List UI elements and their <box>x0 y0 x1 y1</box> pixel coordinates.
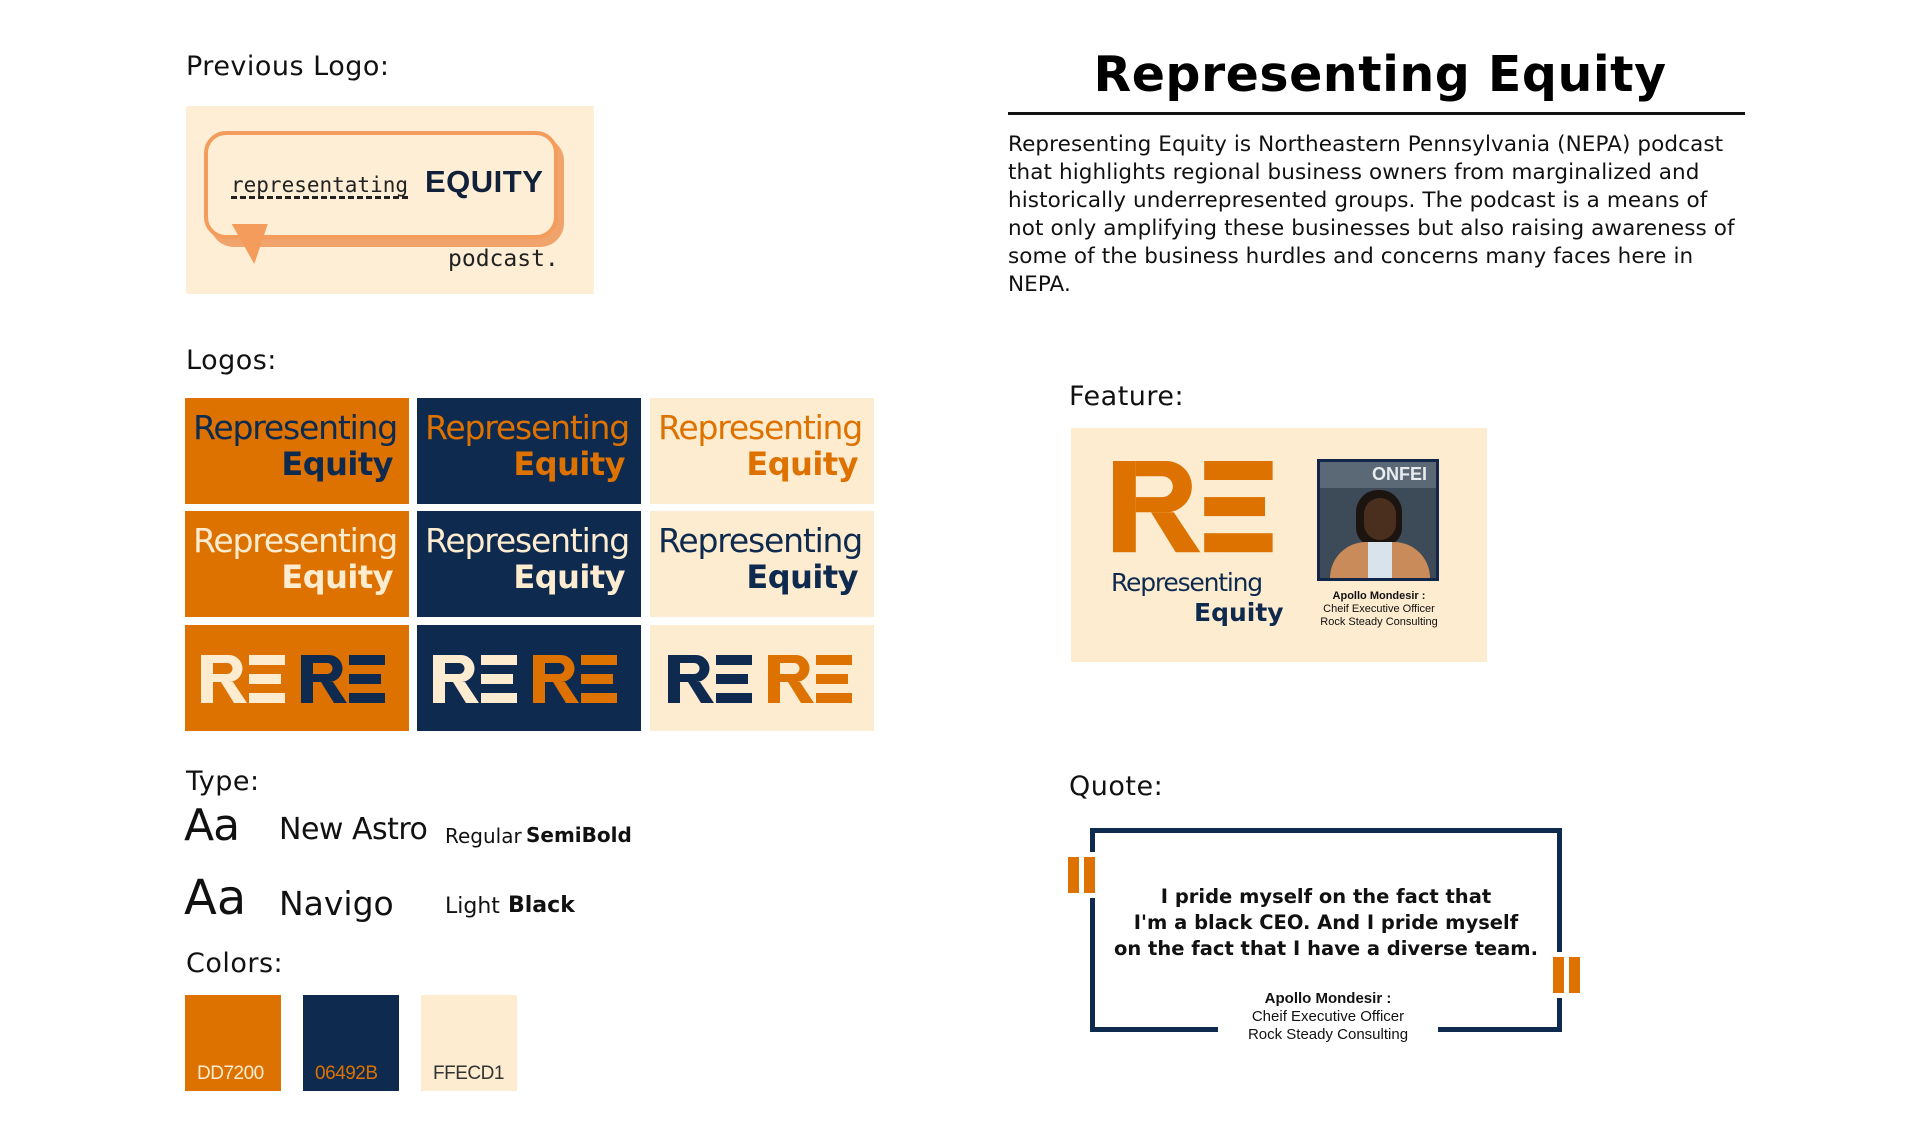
guest-shirt <box>1368 542 1392 581</box>
mark-tile-navy <box>417 625 641 731</box>
type-name-navigo: Navigo <box>279 884 394 923</box>
feature-guest-name: Apollo Mondesir : <box>1332 590 1426 602</box>
re-mark-navy <box>668 655 752 703</box>
previous-logo-heading: Previous Logo: <box>186 51 390 82</box>
feature-word-equity: Equity <box>1194 598 1284 627</box>
close-quote-icon <box>1569 957 1580 993</box>
logo-word-equity: Equity <box>281 558 393 596</box>
re-mark-pair <box>433 655 623 705</box>
logo-word-equity: Equity <box>513 558 625 596</box>
quote-attribution <box>1218 990 1438 1050</box>
open-quote-icon <box>1068 857 1079 893</box>
guest-face <box>1364 498 1396 540</box>
logo-word-equity: Equity <box>746 558 858 596</box>
quote-text <box>1090 884 1562 962</box>
type-sample-astro: Aa <box>184 800 240 851</box>
feature-guest-title: Cheif Executive Officer <box>1323 603 1435 615</box>
logo-tile-cream-2 <box>650 511 874 617</box>
previous-logo-big-text: EQUITY <box>425 164 544 199</box>
type-weight-regular: Regular <box>445 824 522 848</box>
photo-banner-text: ONFEI <box>1372 464 1428 484</box>
swatch-code: 06492B <box>315 1063 378 1084</box>
logo-tile-navy-1 <box>417 398 641 504</box>
logo-word-representing: Representing <box>425 521 629 560</box>
logo-word-representing: Representing <box>658 521 862 560</box>
feature-card <box>1071 428 1487 662</box>
logo-word-equity: Equity <box>281 445 393 483</box>
feature-re-mark <box>1113 461 1283 561</box>
quote-name: Apollo Mondesir : <box>1264 990 1392 1007</box>
type-sample-navigo: Aa <box>184 870 247 926</box>
previous-logo-small-text: representating <box>231 173 409 197</box>
re-mark-orange <box>768 655 852 703</box>
logos-heading: Logos: <box>186 345 277 376</box>
re-mark-cream <box>433 655 517 703</box>
re-mark-cream <box>201 655 285 703</box>
swatch-code: FFECD1 <box>433 1063 504 1084</box>
swatch-orange <box>185 995 281 1091</box>
quote-title: Cheif Executive Officer <box>1251 1008 1405 1025</box>
feature-guest-company: Rock Steady Consulting <box>1320 616 1438 628</box>
logo-tile-orange-1 <box>185 398 409 504</box>
type-heading: Type: <box>186 766 260 797</box>
logo-word-representing: Representing <box>193 521 397 560</box>
mark-tile-cream <box>650 625 874 731</box>
title-divider <box>1008 112 1745 115</box>
logo-word-representing: Representing <box>425 408 629 447</box>
feature-heading: Feature: <box>1069 381 1185 412</box>
swatch-cream <box>421 995 517 1091</box>
logo-tile-orange-2 <box>185 511 409 617</box>
feature-caption <box>1307 590 1451 629</box>
re-mark-navy <box>301 655 385 703</box>
guest-photo <box>1317 459 1439 581</box>
feature-word-representing: Representing <box>1111 568 1262 597</box>
previous-logo <box>186 106 594 294</box>
logo-word-representing: Representing <box>658 408 862 447</box>
swatch-code: DD7200 <box>197 1063 264 1084</box>
re-mark-orange <box>533 655 617 703</box>
logo-word-representing: Representing <box>193 408 397 447</box>
logo-word-equity: Equity <box>513 445 625 483</box>
previous-logo-sub-text: podcast. <box>448 246 559 272</box>
logo-word-equity: Equity <box>746 445 858 483</box>
description: Representing Equity is Northeastern Pennsylvania (NEPA) podcast that highlights regional business owners from marginalized and historically underrepresented groups. The podcast is a means of not only amplifying these businesses but also raising awareness of some of the business hurdles and concerns many faces here in NEPA. <box>1008 132 1735 297</box>
mark-tile-orange <box>185 625 409 731</box>
quote-line: I pride myself on the fact that <box>1160 885 1492 908</box>
colors-heading: Colors: <box>186 948 284 979</box>
type-weight-black: Black <box>508 893 575 918</box>
quote-line: on the fact that I have a diverse team. <box>1113 937 1539 960</box>
quote-company: Rock Steady Consulting <box>1247 1026 1409 1043</box>
quote-line: I'm a black CEO. And I pride myself <box>1133 911 1519 934</box>
re-mark-pair <box>668 655 858 705</box>
logo-tile-navy-2 <box>417 511 641 617</box>
type-weight-light: Light <box>445 894 500 919</box>
quote-heading: Quote: <box>1069 771 1164 802</box>
type-weight-semibold: SemiBold <box>526 823 632 847</box>
logo-tile-cream-1 <box>650 398 874 504</box>
close-quote-icon <box>1553 957 1564 993</box>
swatch-navy <box>303 995 399 1091</box>
page-title: Representing Equity <box>1093 46 1667 103</box>
type-name-astro: New Astro <box>279 812 428 847</box>
re-mark-pair <box>201 655 391 705</box>
